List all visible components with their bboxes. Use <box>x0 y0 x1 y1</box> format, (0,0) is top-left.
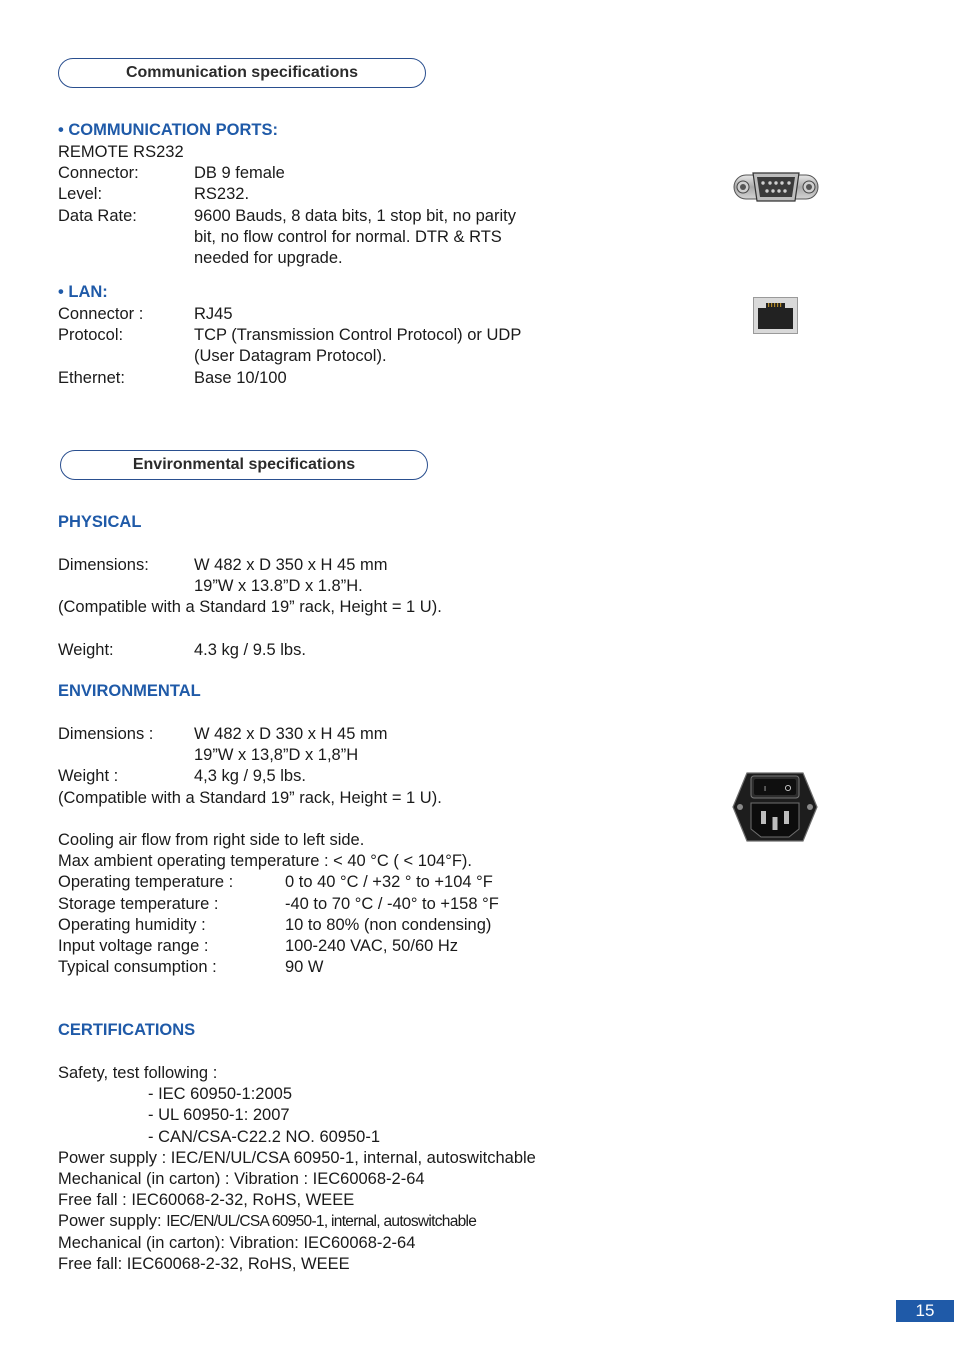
physical-heading: PHYSICAL <box>58 513 142 531</box>
db9-connector-icon <box>733 170 819 204</box>
spec-value: 100-240 VAC, 50/60 Hz <box>285 936 459 955</box>
cooling-text: Cooling air flow from right side to left side. <box>58 830 365 849</box>
spec-value: 90 W <box>285 958 324 977</box>
spec-label: Dimensions : <box>58 725 154 743</box>
spec-value: Base 10/100 <box>194 368 287 387</box>
spec-value: W 482 x D 350 x H 45 mm <box>194 556 388 574</box>
environmental-heading: ENVIRONMENTAL <box>58 682 201 700</box>
spec-label: Weight : <box>58 767 119 786</box>
standard-text: - IEC 60950-1:2005 <box>148 1085 293 1104</box>
spec-label: Weight: <box>58 640 114 659</box>
svg-text:I: I <box>764 785 767 793</box>
safety-text: Safety, test following : <box>58 1064 218 1082</box>
free-fall-text: Free fall : IEC60068-2-32, RoHS, WEEE <box>58 1191 355 1210</box>
compat-text: (Compatible with a Standard 19” rack, Height = 1 U). <box>58 598 442 617</box>
spec-value: 10 to 80% (non condensing) <box>285 915 492 934</box>
rj45-port-icon <box>753 297 798 334</box>
mechanical-text: Mechanical (in carton) : Vibration : IEC60068-2-64 <box>58 1169 425 1188</box>
spec-value: DB 9 female <box>194 164 285 183</box>
power-supply-text: Power supply : IEC/EN/UL/CSA 60950-1, internal, autoswitchable <box>58 1148 536 1167</box>
environmental-specifications-title: Environmental specifications <box>60 450 428 480</box>
compat-text: (Compatible with a Standard 19” rack, Height = 1 U). <box>58 788 442 807</box>
spec-value: needed for upgrade. <box>194 248 343 267</box>
spec-label: Level: <box>58 185 103 204</box>
spec-value: 19”W x 13,8”D x 1,8”H <box>194 746 359 765</box>
spec-value: 9600 Bauds, 8 data bits, 1 stop bit, no parity <box>194 206 516 225</box>
spec-value: TCP (Transmission Control Protocol) or UDP <box>194 326 522 345</box>
spec-value: 4,3 kg / 9,5 lbs. <box>194 767 306 786</box>
spec-value: RJ45 <box>194 305 233 323</box>
power-supply-rest: IEC/EN/UL/CSA 60950-1, internal, autoswitchable <box>166 1213 477 1231</box>
page-number: 15 <box>896 1300 954 1322</box>
standard-text: - CAN/CSA-C22.2 NO. 60950-1 <box>148 1127 381 1146</box>
spec-label: Typical consumption : <box>58 958 217 977</box>
spec-label: Input voltage range : <box>58 936 209 955</box>
power-inlet-switch-icon <box>731 771 819 843</box>
spec-value: bit, no flow control for normal. DTR & RTS <box>194 227 502 246</box>
spec-label: Operating temperature : <box>58 873 234 892</box>
spec-value: 0 to 40 °C / +32 ° to +104 °F <box>285 873 493 892</box>
power-supply-text-2 <box>58 1211 476 1232</box>
spec-value: -40 to 70 °C / -40° to +158 °F <box>285 894 499 913</box>
communication-ports-heading: • COMMUNICATION PORTS: <box>58 121 278 139</box>
max-ambient-text: Max ambient operating temperature : < 40 °C ( < 104°F). <box>58 852 472 871</box>
mechanical-text-2: Mechanical (in carton): Vibration: IEC60068-2-64 <box>58 1233 416 1252</box>
spec-value: 19”W x 13.8”D x 1.8”H. <box>194 577 363 596</box>
standard-text: - UL 60950-1: 2007 <box>148 1106 290 1125</box>
certifications-heading: CERTIFICATIONS <box>58 1021 196 1039</box>
spec-label: Data Rate: <box>58 206 137 225</box>
communication-specifications-title: Communication specifications <box>58 58 426 88</box>
spec-value: (User Datagram Protocol). <box>194 347 387 366</box>
free-fall-text-2: Free fall: IEC60068-2-32, RoHS, WEEE <box>58 1254 350 1273</box>
spec-value: RS232. <box>194 185 250 204</box>
remote-label: REMOTE RS232 <box>58 143 184 161</box>
power-supply-prefix: Power supply: <box>58 1212 167 1231</box>
lan-heading: • LAN: <box>58 283 108 301</box>
spec-value: 4.3 kg / 9.5 lbs. <box>194 640 306 659</box>
spec-value: W 482 x D 330 x H 45 mm <box>194 725 388 743</box>
spec-label: Connector: <box>58 164 139 183</box>
spec-label: Storage temperature : <box>58 894 219 913</box>
spec-label: Dimensions: <box>58 556 149 574</box>
spec-label: Operating humidity : <box>58 915 206 934</box>
spec-label: Connector : <box>58 305 144 323</box>
spec-label: Ethernet: <box>58 368 125 387</box>
spec-label: Protocol: <box>58 326 124 345</box>
